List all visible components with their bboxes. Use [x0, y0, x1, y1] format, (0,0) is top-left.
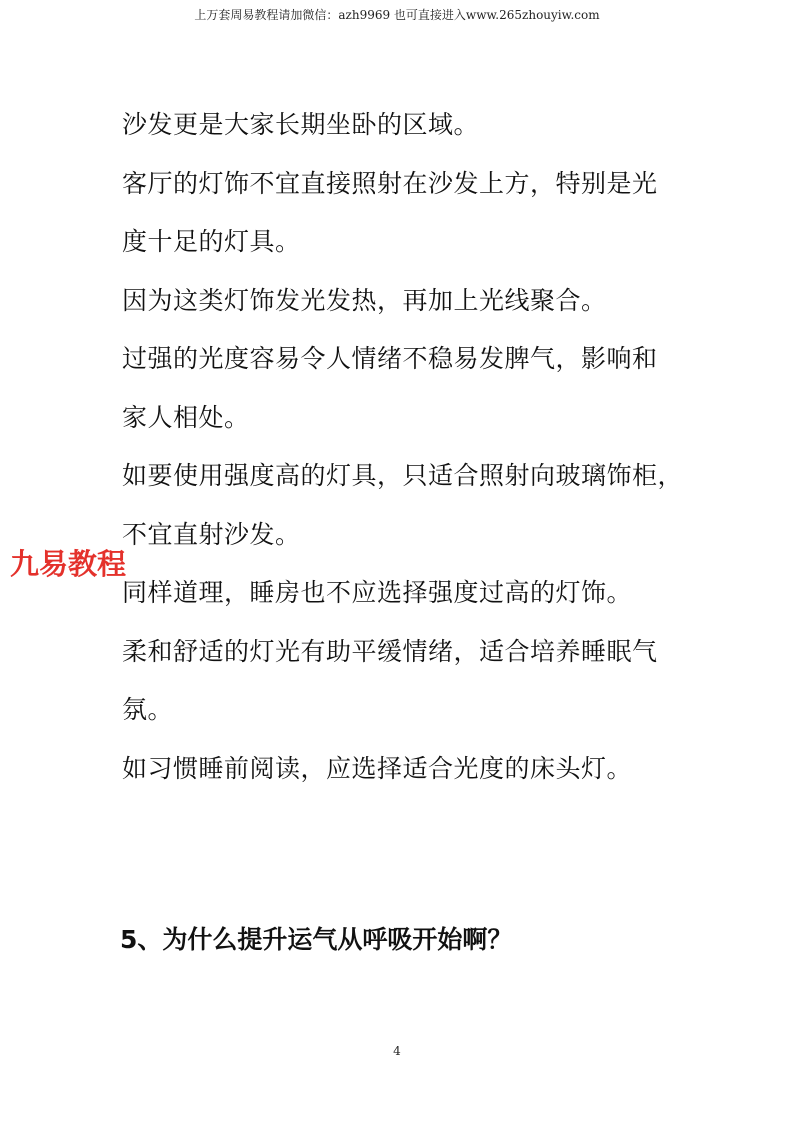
section-heading: 5、为什么提升运气从呼吸开始啊？ — [120, 925, 513, 954]
text-line: 家人相处。 — [122, 402, 250, 432]
watermark-logo: 九易教程 — [10, 547, 127, 581]
text-line: 沙发更是大家长期坐卧的区域。 — [122, 110, 480, 139]
page-header: 上万套周易教程请加微信：azh9969 也可直接进入www.265zhouyiw.com — [194, 8, 600, 22]
text-line: 如要使用强度高的灯具，只适合照射向玻璃饰柜， — [122, 461, 684, 490]
body-text — [122, 105, 722, 807]
text-line: 氛。 — [122, 695, 174, 724]
text-line: 因为这类灯饰发光发热，再加上光线聚合。 — [122, 285, 607, 315]
text-line: 过强的光度容易令人情绪不稳易发脾气，影响和 — [122, 344, 658, 373]
text-line: 度十足的灯具。 — [122, 227, 301, 256]
page-number: 4 — [393, 1044, 401, 1058]
text-line: 客厅的灯饰不宜直接照射在沙发上方，特别是光 — [122, 168, 658, 198]
text-line: 如习惯睡前阅读，应选择适合光度的床头灯。 — [122, 753, 633, 783]
text-line: 柔和舒适的灯光有助平缓情绪，适合培养睡眠气 — [122, 636, 658, 666]
text-line: 不宜直射沙发。 — [122, 519, 301, 549]
text-line: 同样道理，睡房也不应选择强度过高的灯饰。 — [122, 578, 633, 607]
